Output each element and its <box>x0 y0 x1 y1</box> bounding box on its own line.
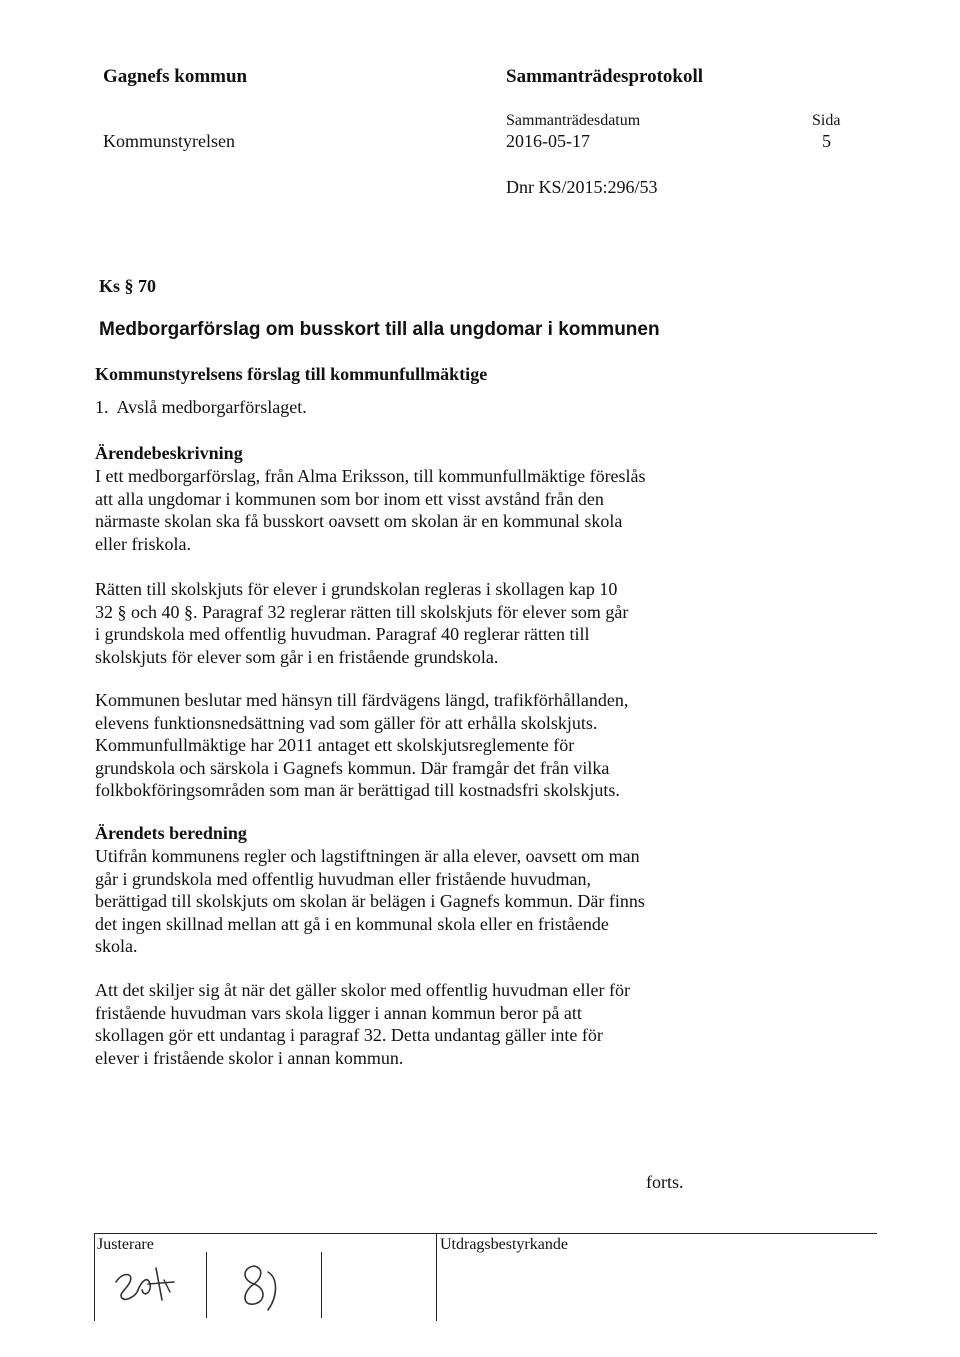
text-line: Rätten till skolskjuts för elever i grundskolan regleras i skollagen kap 10 <box>95 579 618 599</box>
arendets-beredning-paragraph-1 <box>95 845 735 958</box>
committee-name: Kommunstyrelsen <box>103 131 235 151</box>
text-line: grundskola och särskola i Gagnefs kommun. Där framgår det från vilka <box>95 757 610 778</box>
text-line: eller friskola. <box>95 533 191 554</box>
text-line: Kommunfullmäktige har 2011 antaget ett skolskjutsreglemente för <box>95 735 575 755</box>
arendets-beredning-heading: Ärendets beredning <box>95 823 247 843</box>
text-line: folkbokföringsområden som man är berättigad till kostnadsfri skolskjuts. <box>95 780 620 800</box>
section-number: Ks § 70 <box>99 276 157 296</box>
utdragsbestyrkande-label: Utdragsbestyrkande <box>440 1236 568 1253</box>
text-line: Utifrån kommunens regler och lagstiftningen är alla elever, oavsett om man <box>95 846 640 866</box>
footer-divider <box>206 1252 207 1318</box>
text-line: 32 § och 40 §. Paragraf 32 reglerar rätten till skolskjuts för elever som går <box>95 601 629 622</box>
text-line: elever i fristående skolor i annan kommun. <box>95 1047 404 1068</box>
proposal-heading: Kommunstyrelsens förslag till kommunfullmäktige <box>95 364 488 384</box>
text-line: skolskjuts för elever som går i en fristående grundskola. <box>95 646 499 667</box>
signature-initials-1 <box>108 1260 188 1310</box>
footer-divider <box>94 1233 95 1321</box>
text-line: I ett medborgarförslag, från Alma Eriksson, till kommunfullmäktige föreslås <box>95 466 646 486</box>
text-line: det ingen skillnad mellan att gå i en kommunal skola eller en fristående <box>95 913 609 934</box>
footer-divider <box>321 1252 322 1318</box>
justerare-label: Justerare <box>97 1236 154 1253</box>
text-line: elevens funktionsnedsättning vad som gäller för att erhålla skolskjuts. <box>95 712 598 733</box>
text-line: närmaste skolan ska få busskort oavsett om skolan är en kommunal skola <box>95 511 623 531</box>
meeting-date: 2016-05-17 <box>506 131 590 151</box>
text-line: Kommunen beslutar med hänsyn till färdvägens längd, trafikförhållanden, <box>95 690 629 710</box>
arendebeskrivning-heading: Ärendebeskrivning <box>95 443 243 463</box>
footer-rule <box>94 1233 877 1234</box>
text-line: går i grundskola med offentlig huvudman eller fristående huvudman, <box>95 868 592 889</box>
page-number: 5 <box>822 131 831 151</box>
text-line: skollagen gör ett undantag i paragraf 32. Detta undantag gäller inte för <box>95 1025 603 1045</box>
text-line: Att det skiljer sig åt när det gäller skolor med offentlig huvudman eller för <box>95 980 631 1000</box>
signature-initials-2 <box>232 1258 292 1320</box>
organization-name: Gagnefs kommun <box>103 66 248 87</box>
continued-label: forts. <box>646 1172 684 1192</box>
arendebeskrivning-paragraph-3 <box>95 689 735 802</box>
text-line: fristående huvudman vars skola ligger i annan kommun beror på att <box>95 1002 582 1023</box>
proposal-item: 1. Avslå medborgarförslaget. <box>95 397 307 417</box>
arendebeskrivning-paragraph-1 <box>95 465 735 555</box>
document-type: Sammanträdesprotokoll <box>506 66 704 87</box>
text-line: i grundskola med offentlig huvudman. Paragraf 40 reglerar rätten till <box>95 624 590 644</box>
text-line: berättigad till skolskjuts om skolan är belägen i Gagnefs kommun. Där finns <box>95 891 645 911</box>
footer-divider <box>436 1233 437 1321</box>
text-line: att alla ungdomar i kommunen som bor inom ett visst avstånd från den <box>95 488 604 509</box>
date-label: Sammanträdesdatum <box>506 112 641 129</box>
text-line: skola. <box>95 936 138 956</box>
arendets-beredning-paragraph-2 <box>95 979 735 1069</box>
section-title: Medborgarförslag om busskort till alla ungdomar i kommunen <box>99 319 660 340</box>
arendebeskrivning-paragraph-2 <box>95 578 735 668</box>
page-label: Sida <box>812 112 841 129</box>
case-number: Dnr KS/2015:296/53 <box>506 177 658 197</box>
